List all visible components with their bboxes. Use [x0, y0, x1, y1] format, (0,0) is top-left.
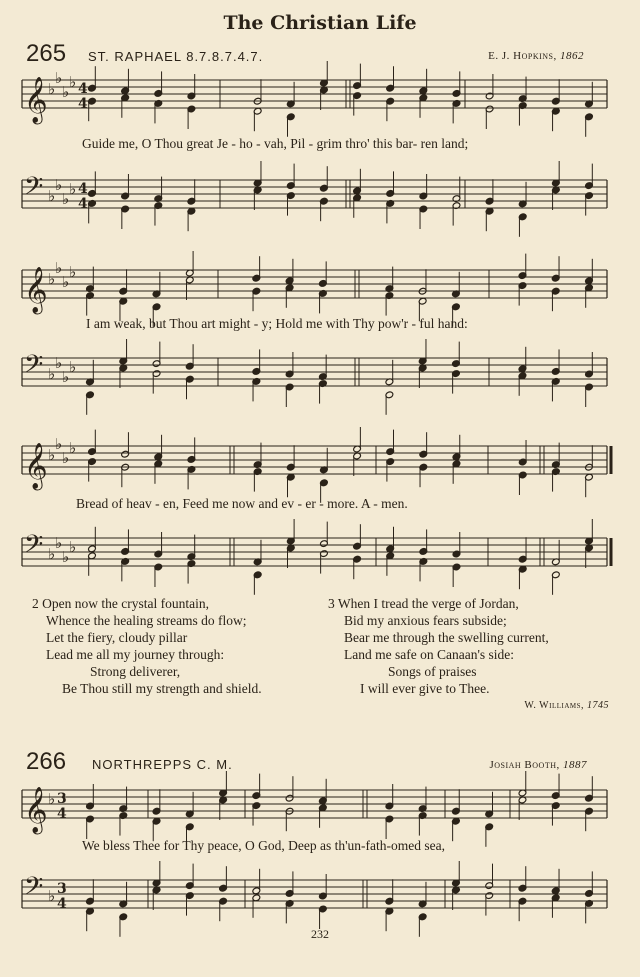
verse-line: Strong deliverer,	[90, 664, 181, 679]
page-number: 232	[311, 927, 329, 941]
flat-icon: ♭	[69, 439, 77, 457]
verse-2	[32, 595, 262, 697]
time-signature-bottom: 4	[78, 196, 88, 212]
lyric-line-3: Bread of heav - en, Feed me now and ev - er - more. A - men.	[76, 496, 408, 511]
flat-icon: ♭	[55, 69, 63, 87]
verse-line: Be Thou still my strength and shield.	[62, 681, 262, 696]
hymn-number: 265	[26, 40, 67, 67]
treble-clef-icon: 𝄞	[24, 77, 48, 123]
flat-icon: ♭	[48, 365, 56, 383]
lyric-line-4: We bless Thee for Thy peace, O God, Deep as th'un-fath-omed sea,	[82, 838, 445, 853]
flat-icon: ♭	[62, 190, 70, 208]
author-credit	[524, 700, 609, 711]
bass-clef-icon: 𝄢	[24, 530, 44, 565]
composer-year: 1862	[560, 50, 584, 62]
time-signature-top: 3	[57, 791, 67, 807]
flat-icon: ♭	[55, 259, 63, 277]
treble-clef-icon: 𝄞	[24, 267, 48, 313]
verse-number: 2	[32, 596, 39, 611]
verse-line: Bid my anxious fears subside;	[344, 613, 507, 628]
music-system-1-bass	[0, 166, 640, 226]
composer-name: E. J. Hopkins,	[488, 50, 557, 62]
treble-clef-icon: 𝄞	[24, 443, 48, 489]
hymn-number: 266	[26, 748, 67, 775]
flat-icon: ♭	[62, 368, 70, 386]
flat-icon: ♭	[69, 263, 77, 281]
flat-icon: ♭	[55, 176, 63, 194]
lyric-line-2: I am weak, but Thou art might - y; Hold me with Thy pow'r - ful hand:	[86, 316, 468, 331]
music-system-1-treble	[0, 66, 640, 126]
time-signature-bottom: 4	[78, 96, 88, 112]
flat-icon: ♭	[48, 270, 56, 288]
composer-name: Josiah Booth,	[489, 759, 560, 771]
flat-icon: ♭	[62, 273, 70, 291]
verse-line: When I tread the verge of Jordan,	[337, 596, 519, 611]
verse-number: 3	[328, 596, 335, 611]
verse-line: Open now the crystal fountain,	[42, 596, 209, 611]
verse-3	[328, 595, 549, 697]
flat-icon: ♭	[48, 446, 56, 464]
tune-name: ST. RAPHAEL 8.7.8.7.4.7.	[88, 49, 264, 64]
music-system-2-treble	[0, 256, 640, 316]
flat-icon: ♭	[55, 435, 63, 453]
tune-name: NORTHREPPS C. M.	[92, 757, 233, 772]
time-signature-top: 4	[78, 81, 88, 97]
verse-line: Land me safe on Canaan's side:	[344, 647, 515, 662]
flat-icon: ♭	[48, 80, 56, 98]
flat-icon: ♭	[69, 538, 77, 556]
time-signature-top: 4	[78, 181, 88, 197]
music-system-2-bass	[0, 344, 640, 404]
verse-line: Let the fiery, cloudy pillar	[46, 630, 188, 645]
time-signature-bottom: 4	[57, 896, 67, 912]
flat-icon: ♭	[62, 83, 70, 101]
bass-clef-icon: 𝄢	[24, 172, 44, 207]
verse-line: I will ever give to Thee.	[360, 681, 490, 696]
flat-icon: ♭	[69, 73, 77, 91]
composer-credit	[488, 50, 584, 62]
flat-icon: ♭	[48, 887, 56, 905]
flat-icon: ♭	[62, 449, 70, 467]
flat-icon: ♭	[69, 358, 77, 376]
composer-year: 1887	[563, 759, 587, 771]
verse-line: Bear me through the swelling current,	[344, 630, 549, 645]
flat-icon: ♭	[62, 548, 70, 566]
music-system-3-treble	[0, 432, 640, 492]
verse-line: Whence the healing streams do flow;	[46, 613, 247, 628]
lyric-line-1: Guide me, O Thou great Je - ho - vah, Pil - grim thro' this bar- ren land;	[82, 136, 469, 151]
composer-credit	[489, 759, 587, 771]
section-title: The Christian Life	[223, 12, 417, 34]
flat-icon: ♭	[55, 534, 63, 552]
verse-line: Songs of praises	[388, 664, 477, 679]
flat-icon: ♭	[55, 354, 63, 372]
bass-clef-icon: 𝄢	[24, 872, 44, 907]
treble-clef-icon: 𝄞	[24, 787, 48, 833]
time-signature-bottom: 4	[57, 806, 67, 822]
time-signature-top: 3	[57, 881, 67, 897]
bass-clef-icon: 𝄢	[24, 350, 44, 385]
music-system-4-treble	[0, 776, 640, 836]
music-system-3-bass	[0, 524, 640, 584]
music-system-4-bass	[0, 866, 640, 926]
verse-line: Lead me all my journey through:	[46, 647, 225, 662]
flat-icon: ♭	[48, 187, 56, 205]
author-name: W. Williams,	[524, 700, 584, 711]
author-year: 1745	[587, 700, 609, 711]
flat-icon: ♭	[48, 545, 56, 563]
flat-icon: ♭	[48, 790, 56, 808]
flat-icon: ♭	[69, 180, 77, 198]
